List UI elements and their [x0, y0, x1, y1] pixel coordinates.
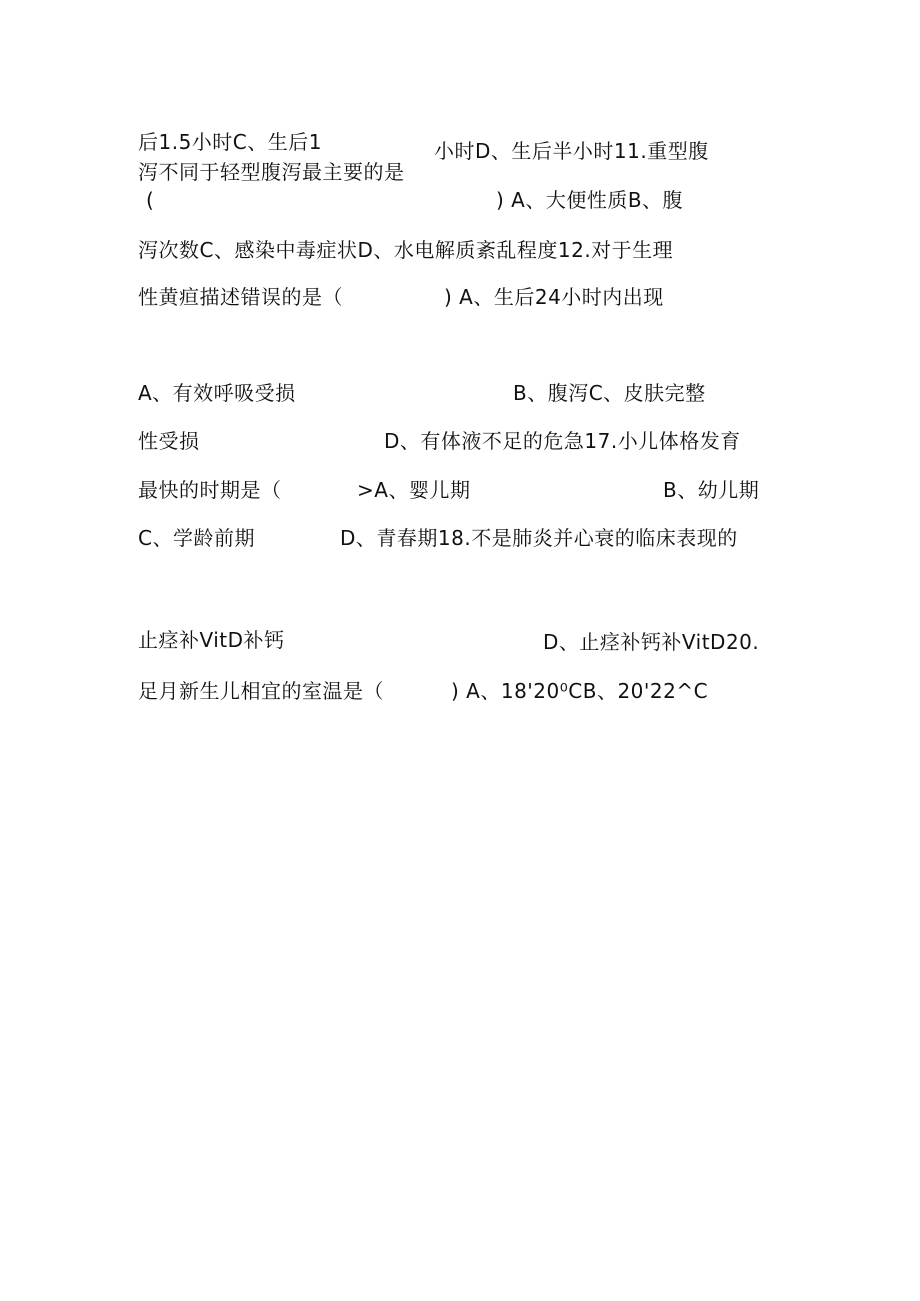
- text-line: C、学龄前期: [138, 526, 255, 550]
- text-line: 性受损: [138, 429, 200, 453]
- text-line: ) A、18'20⁰CB、20'22^C: [451, 679, 709, 703]
- text-line: 泻次数C、感染中毒症状D、水电解质紊乱程度12.对于生理: [138, 238, 674, 262]
- text-line: A、有效呼吸受损: [138, 381, 296, 405]
- text-line: ) A、生后24小时内出现: [444, 285, 664, 309]
- text-line: B、腹泻C、皮肤完整: [513, 381, 706, 405]
- text-line: (: [146, 188, 155, 212]
- text-line: 小时D、生后半小时11.重型腹: [434, 139, 709, 163]
- text-line: 泻不同于轻型腹泻最主要的是: [138, 160, 405, 184]
- text-line: 后1.5小时C、生后1: [138, 130, 322, 154]
- text-line: 性黄疸描述错误的是（: [138, 285, 343, 309]
- text-line: D、青春期18.不是肺炎并心衰的临床表现的: [340, 526, 738, 550]
- text-line: 最快的时期是（: [138, 478, 282, 502]
- text-line: 足月新生儿相宜的室温是（: [138, 679, 384, 703]
- text-line: 止痉补VitD补钙: [138, 628, 285, 652]
- text-line: D、止痉补钙补VitD20.: [543, 630, 760, 654]
- text-line: B、幼儿期: [663, 478, 760, 502]
- text-line: >A、婴儿期: [357, 478, 471, 502]
- text-line: ) A、大便性质B、腹: [496, 188, 684, 212]
- text-line: D、有体液不足的危急17.小儿体格发育: [384, 429, 741, 453]
